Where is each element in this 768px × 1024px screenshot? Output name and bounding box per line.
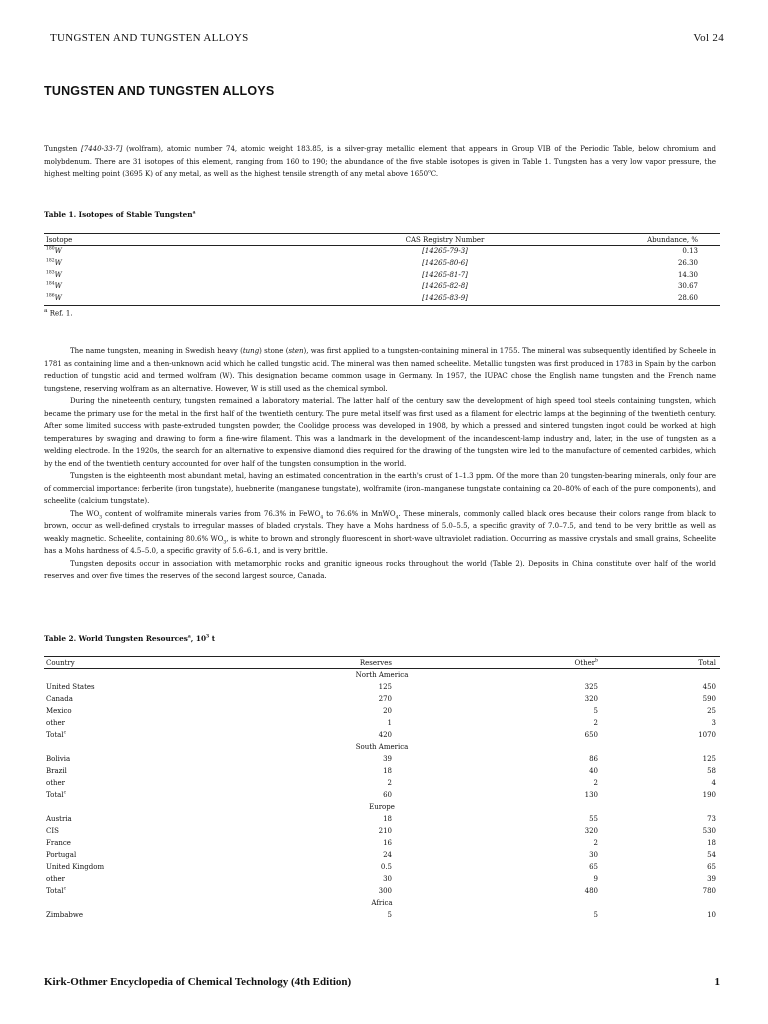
page-number: 1	[714, 976, 720, 988]
reserves-value: 18	[383, 767, 392, 775]
isotope-cell	[44, 281, 318, 293]
country-row	[44, 789, 720, 801]
history-paragraph: The name tungsten, meaning in Swedish heavy (tung) stone (sten), was first applied to a tungsten-containing mineral in 1755. The mineral was subsequently identified by Scheele in 1781 as containing lime and a then-unknown acid which he called tungstic acid. The mineral was then named scheelite. Metallic tungsten was first produced in 1783 in Spain by the carbon reduction of tungstic acid and termed wolfram (W). This designation became common usage in Germany. In 1957, the IUPAC chose the English name tungsten and the French name tungstene, reserving wolfram as an alternative. However, W is still used as the chemical symbol.	[44, 347, 717, 393]
isotope-symbol: W	[54, 258, 62, 267]
isotope-abundance: 30.67	[677, 282, 698, 291]
country-row	[44, 825, 720, 837]
table1-caption: Table 1. Isotopes of Stable Tungsten$^a$	[44, 210, 196, 219]
region-name: Europe	[369, 803, 395, 811]
country-row	[44, 873, 720, 885]
isotope-cas-number: [14265-79-3]	[422, 247, 468, 255]
country-cell	[44, 825, 260, 837]
country-name: Bolivia	[46, 755, 71, 763]
isotope-mass-number: 180	[46, 246, 55, 252]
country-row	[44, 813, 720, 825]
abundance-paragraph: Tungsten is the eighteenth most abundant metal, having an estimated concentration in the earth's crust of 1–1.3 ppm. Of the more than 20 tungsten-bearing minerals, only four are of commercial importance: ferberite (iron tungstate), huebnerite (manganese tungstate), wolframite (iron–manganese tungstate containing ca 20–80% of each of the pure components), and scheelite (calcium tungstate).	[44, 472, 716, 505]
other-value: 65	[589, 863, 598, 871]
isotope-abundance: 0.13	[682, 247, 698, 255]
other-value: 40	[589, 767, 598, 775]
isotope-abundance: 28.60	[572, 293, 720, 305]
isotope-table-body	[44, 246, 720, 306]
other-value: 650	[584, 731, 598, 739]
region-name: South America	[355, 743, 409, 751]
reserves-value: 39	[383, 755, 392, 763]
total-value: 18	[707, 839, 716, 847]
isotope-table	[44, 233, 720, 306]
country-cell	[44, 789, 260, 801]
other-value: 130	[584, 791, 598, 799]
country-name: United Kingdom	[46, 863, 105, 871]
country-cell	[44, 753, 260, 765]
reserves-value: 125	[378, 683, 392, 691]
country-row	[44, 681, 720, 693]
isotope-row	[44, 258, 720, 270]
isotope-cas-number: [14265-80-6]	[422, 258, 468, 267]
country-name: Mexico	[46, 707, 72, 715]
country-cell	[44, 849, 260, 861]
table1-footnote: $^a$ Ref. 1.	[44, 308, 73, 318]
other-value: 30	[589, 851, 598, 859]
running-header-title: TUNGSTEN AND TUNGSTEN ALLOYS	[50, 32, 249, 44]
country-name: other	[46, 875, 66, 883]
isotope-mass-number: 186	[46, 293, 55, 299]
country-row	[44, 705, 720, 717]
isotope-symbol: W	[54, 270, 62, 279]
total-value: 530	[702, 827, 716, 835]
isotope-row	[44, 293, 720, 305]
table2-caption: Table 2. World Tungsten Resources$^a$, $10^3$ t	[44, 634, 216, 643]
column-header-reserves: Reserves	[260, 657, 396, 669]
country-name: Brazil	[46, 767, 67, 775]
region-name: North America	[355, 671, 409, 679]
isotope-cell	[44, 293, 318, 305]
total-value: 190	[702, 791, 716, 799]
total-value: 590	[702, 695, 716, 703]
isotope-cell	[44, 246, 318, 258]
total-value: 65	[707, 863, 716, 871]
footnote-mark: c	[63, 790, 67, 796]
isotope-symbol: W	[54, 247, 62, 255]
country-cell	[44, 777, 260, 789]
reserves-value: 2	[387, 779, 392, 787]
country-row	[44, 693, 720, 705]
country-cell	[44, 765, 260, 777]
country-row	[44, 777, 720, 789]
country-name: Total	[46, 731, 64, 739]
minerals-paragraph: The $WO_3$ content of wolframite minerals varies from 76.3% in FeWO$_4$ to 76.6% in MnWO$_4$. These minerals, commonly called black ores because their colors range from black to brown, occur as well-defined crystals to irregular masses of bladed crystals. They have a Mohs hardness of 5.0–5.5, a specific gravity of 7.0–7.5, and tend to be very brittle as well as weakly magnetic. Scheelite, containing 80.6% $WO_3$, is white to brown and strongly fluorescent in short-wave ultraviolet radiation. Occurring as massive crystals and small grains, Scheelite has a Mohs hardness of 4.5–5.0, a specific gravity of 5.6–6.1, and is very brittle.	[44, 509, 716, 555]
country-name: CIS	[46, 827, 59, 835]
column-header-cas: CAS Registry Number	[318, 234, 572, 246]
country-cell	[44, 693, 260, 705]
footnote-mark: c	[63, 886, 67, 892]
nineteenth-century-paragraph: During the nineteenth century, tungsten remained a laboratory material. The latter half of the century saw the development of high speed tool steels containing tungsten, which became the primary use for the metal in the first half of the twentieth century. The pure metal itself was first used as a filament for electric lamps at the beginning of the twentieth century. After some limited success with paste-extruded tungsten powder, the Coolidge process was developed in 1908, by which a pressed and sintered tungsten ingot could be worked at high temperatures by swaging and drawing to form a fine-wire filament. This was a landmark in the development of the incandescent-lamp industry and, later, in the use of tungsten as a welding electrode. In the 1920s, the search for an alternative to expensive diamond dies required for the drawing of the tungsten wire led to the manufacture of cemented carbides, which by the end of the twentieth century accounted for over half of the tungsten consumption in the world.	[44, 397, 716, 468]
country-cell	[44, 681, 260, 693]
body-text	[44, 345, 716, 583]
reserves-value: 18	[383, 815, 392, 823]
isotope-row	[44, 270, 720, 282]
country-name: Austria	[46, 815, 72, 823]
country-cell	[44, 909, 260, 921]
deposits-paragraph: Tungsten deposits occur in association with metamorphic rocks and granitic igneous rocks throughout the world (Table 2). Deposits in China constitute over half of the world reserves and over five times the reserves of the second largest source, Canada.	[44, 559, 716, 580]
total-value: 58	[707, 767, 716, 775]
isotope-abundance: 14.30	[677, 270, 698, 279]
country-row	[44, 753, 720, 765]
region-row	[44, 741, 720, 753]
isotope-symbol: W	[54, 282, 62, 291]
isotope-cell	[44, 258, 318, 270]
country-name: other	[46, 719, 66, 727]
other-value: 325	[584, 683, 598, 691]
total-value: 780	[702, 887, 716, 895]
reserves-value: 210	[378, 827, 392, 835]
column-header-country: Country	[44, 657, 260, 669]
total-value: 125	[702, 755, 716, 763]
country-cell	[44, 885, 260, 897]
reserves-value: 5	[387, 911, 392, 919]
other-value: 480	[584, 887, 598, 895]
country-cell	[44, 861, 260, 873]
country-cell	[44, 729, 260, 741]
country-name: Canada	[46, 695, 73, 703]
reserves-value: 300	[378, 887, 392, 895]
other-value: 9	[593, 875, 598, 883]
country-name: Zimbabwe	[46, 911, 84, 919]
country-row	[44, 765, 720, 777]
column-header-abundance: Abundance, %	[572, 234, 720, 246]
total-value: 54	[707, 851, 716, 859]
isotope-mass-number: 183	[46, 270, 55, 276]
other-value: 5	[593, 707, 598, 715]
total-value: 3	[711, 719, 716, 727]
country-row	[44, 849, 720, 861]
reserves-value: 20	[383, 707, 392, 715]
other-value: 2	[593, 779, 598, 787]
isotope-cas-number: [14265-81-7]	[422, 270, 468, 279]
other-value: 320	[584, 695, 598, 703]
total-value: 39	[707, 875, 716, 883]
country-cell	[44, 705, 260, 717]
country-row	[44, 717, 720, 729]
country-name: France	[46, 839, 71, 847]
column-header-isotope: Isotope	[44, 234, 318, 246]
isotope-cas-number: [14265-82-8]	[422, 282, 468, 291]
reserves-value: 24	[383, 851, 392, 859]
region-row	[44, 801, 720, 813]
resources-table	[44, 656, 720, 921]
isotope-mass-number: 184	[46, 282, 55, 288]
country-name: United States	[46, 683, 95, 691]
article-title: TUNGSTEN AND TUNGSTEN ALLOYS	[44, 84, 275, 98]
footnote-mark: c	[63, 730, 67, 736]
total-value: 450	[702, 683, 716, 691]
country-cell	[44, 813, 260, 825]
column-header-total: Total	[602, 657, 720, 669]
country-row	[44, 861, 720, 873]
country-cell	[44, 873, 260, 885]
isotope-row	[44, 246, 720, 258]
other-value: 5	[593, 911, 598, 919]
total-value: 4	[711, 779, 716, 787]
isotope-symbol: W	[54, 294, 62, 303]
region-row	[44, 897, 720, 909]
country-cell	[44, 837, 260, 849]
isotope-row	[44, 281, 720, 293]
other-value: 86	[589, 755, 598, 763]
country-name: Total	[46, 887, 64, 895]
reserves-value: 1	[387, 719, 392, 727]
other-value: 2	[593, 839, 598, 847]
country-cell	[44, 717, 260, 729]
country-name: other	[46, 779, 66, 787]
total-value: 1070	[698, 731, 716, 739]
reserves-value: 30	[383, 875, 392, 883]
reserves-value: 420	[378, 731, 392, 739]
country-row	[44, 909, 720, 921]
resources-table-body	[44, 669, 720, 922]
other-value: 55	[589, 815, 598, 823]
other-value: 2	[593, 719, 598, 727]
region-row	[44, 669, 720, 682]
isotope-cell	[44, 270, 318, 282]
isotope-abundance: 26.30	[677, 258, 698, 267]
total-value: 10	[707, 911, 716, 919]
country-name: Portugal	[46, 851, 77, 859]
reserves-value: 16	[383, 839, 392, 847]
region-name: Africa	[371, 899, 393, 907]
other-value: 320	[584, 827, 598, 835]
reserves-value: 0.5	[380, 863, 392, 871]
intro-paragraph: Tungsten [7440-33-7] (wolfram), atomic number 74, atomic weight 183.85, is a silver-gray metallic element that appears in Group VIB of the Periodic Table, below chromium and molybdenum. There are 31 isotopes of this element, ranging from 160 to 190; the abundance of the five stable isotopes is given in Table 1. Tungsten has a very low vapor pressure, the highest melting point (3695 K) of any metal, as well as the highest tensile strength of any metal above 1650$^o$C.	[44, 145, 716, 178]
country-row	[44, 729, 720, 741]
total-value: 25	[707, 707, 716, 715]
footer-publication: Kirk-Othmer Encyclopedia of Chemical Technology (4th Edition)	[44, 976, 352, 988]
column-header-other: Other$^b$	[396, 657, 602, 669]
country-row	[44, 885, 720, 897]
running-header-volume: Vol 24	[693, 32, 724, 44]
country-row	[44, 837, 720, 849]
isotope-cas-number: [14265-83-9]	[318, 293, 572, 305]
reserves-value: 270	[378, 695, 392, 703]
isotope-mass-number: 182	[46, 258, 55, 264]
country-name: Total	[46, 791, 64, 799]
reserves-value: 60	[383, 791, 392, 799]
total-value: 73	[707, 815, 716, 823]
